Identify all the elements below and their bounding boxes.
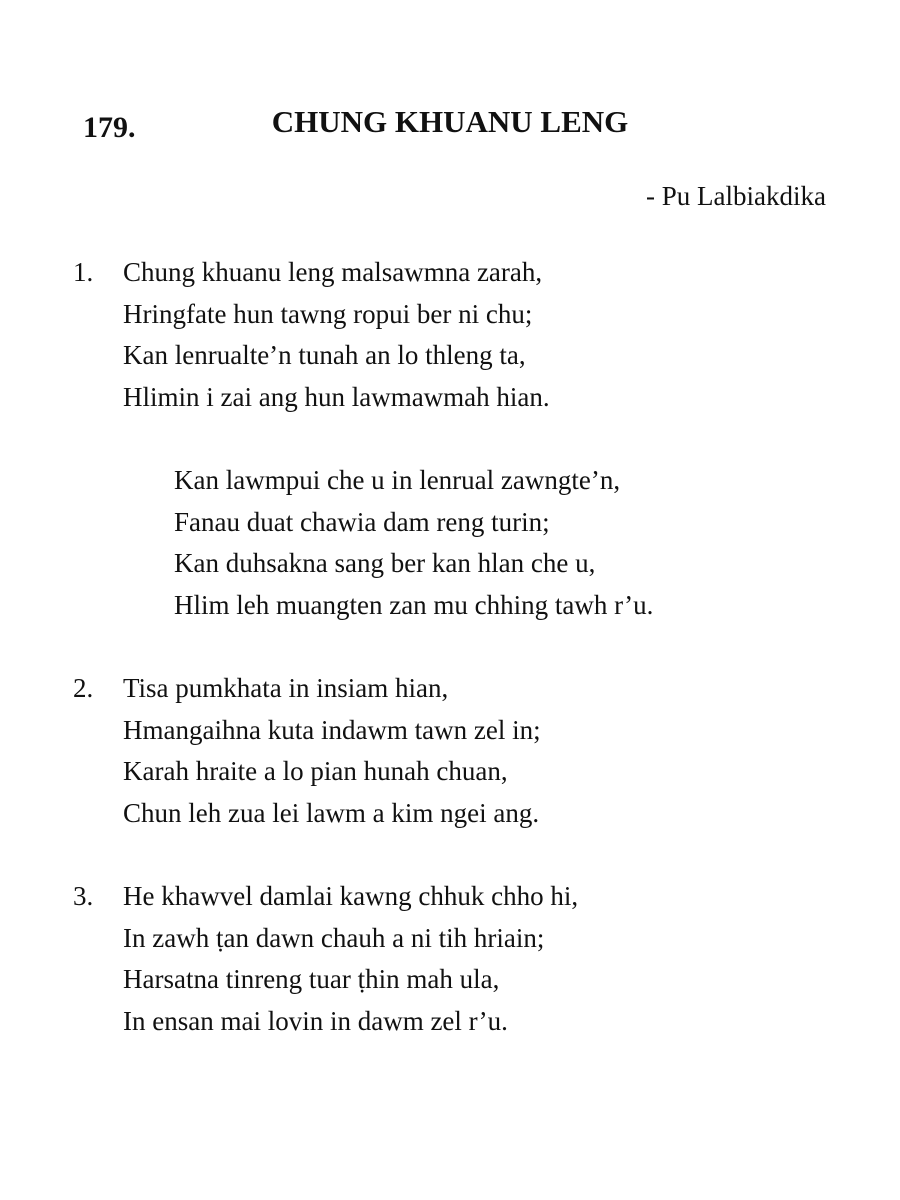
- verse-number: 2.: [73, 673, 94, 703]
- verse-line: Chun leh zua lei lawm a kim ngei ang.: [123, 797, 540, 828]
- chorus-line: Fanau duat chawia dam reng turin;: [174, 506, 550, 537]
- verse-line: Karah hraite a lo pian hunah chuan,: [123, 756, 508, 786]
- verse-line: Chung khuanu leng malsawmna zarah,: [123, 257, 543, 287]
- verse-line: Harsatna tinreng tuar ṭhin mah ula,: [123, 964, 500, 994]
- verse-lines: [123, 876, 578, 1042]
- chorus-line: Hlim leh muangten zan mu chhing tawh r’u.: [174, 589, 654, 620]
- chorus-line: Kan lawmpui che u in lenrual zawngte’n,: [174, 465, 621, 495]
- chorus-line: Kan duhsakna sang ber kan hlan che u,: [174, 548, 596, 578]
- verse-line: In ensan mai lovin in dawm zel r’u.: [123, 1005, 508, 1036]
- verse-line: Hringfate hun tawng ropui ber ni chu;: [123, 298, 533, 329]
- verse-line: Kan lenrualte’n tunah an lo thleng ta,: [123, 340, 526, 370]
- verse-lines: [123, 252, 550, 418]
- verse-line: Hlimin i zai ang hun lawmawmah hian.: [123, 381, 550, 412]
- hymn-number: 179.: [83, 111, 136, 144]
- hymn-author: - Pu Lalbiakdika: [646, 181, 826, 211]
- verse-line: He khawvel damlai kawng chhuk chho hi,: [123, 881, 579, 911]
- verse-number: 1.: [73, 257, 94, 287]
- verse-number: 3.: [73, 881, 94, 911]
- chorus-lines: [174, 460, 653, 626]
- verse-line: Hmangaihna kuta indawm tawn zel in;: [123, 714, 541, 745]
- verse-line: In zawh ṭan dawn chauh a ni tih hriain;: [123, 922, 545, 953]
- verse-line: Tisa pumkhata in insiam hian,: [123, 673, 449, 703]
- verse-lines: [123, 668, 541, 834]
- hymn-title: CHUNG KHUANU LENG: [271, 104, 629, 139]
